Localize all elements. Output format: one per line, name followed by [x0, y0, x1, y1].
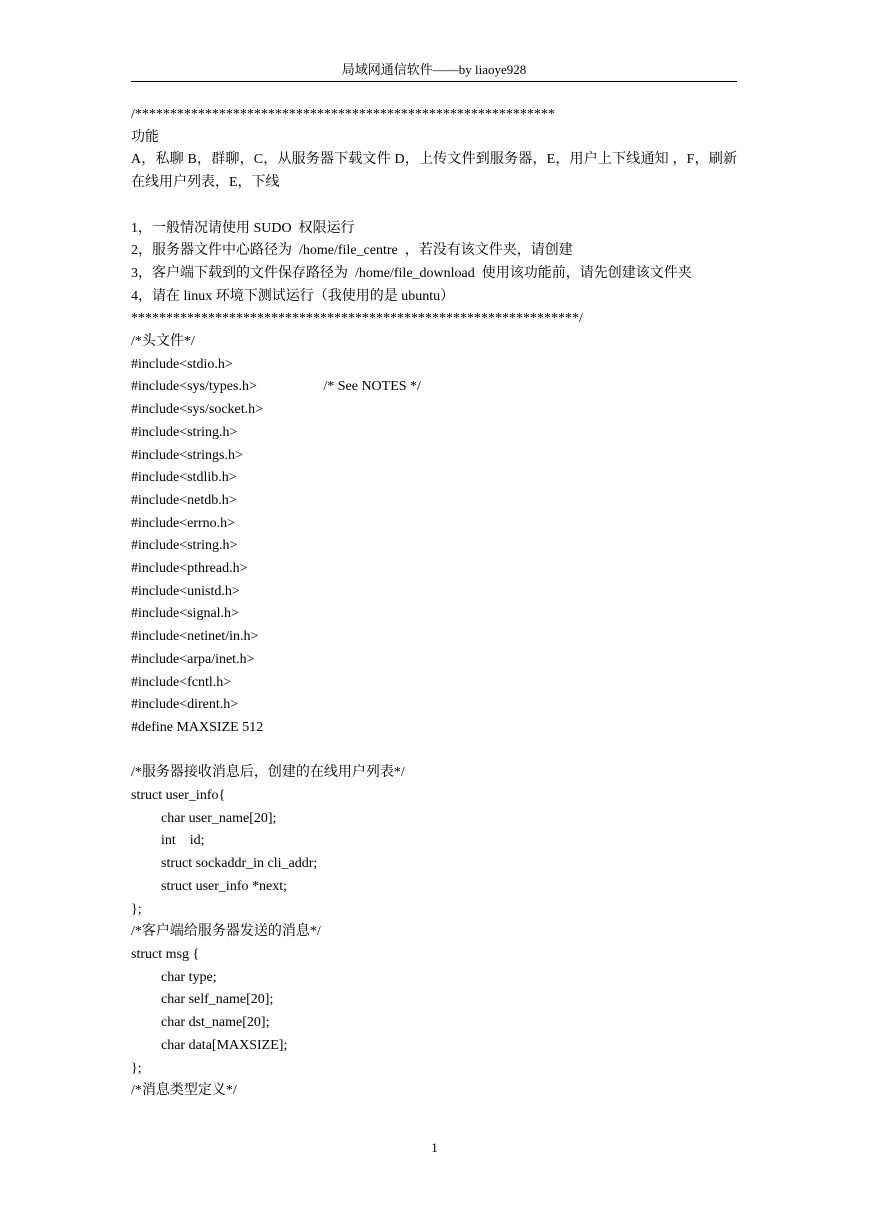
text-line: 2，服务器文件中心路径为 /home/file_centre ，若没有该文件夹，请创建 [131, 243, 573, 259]
text-line: #include<string.h> [131, 538, 238, 554]
text-line: #include<fcntl.h> [131, 674, 232, 690]
text-line: 功能 [131, 129, 159, 145]
text-line: #include<arpa/inet.h> [131, 651, 255, 667]
text-line: ****************************************************************/ [131, 311, 583, 327]
text-line: A，私聊 B，群聊，C，从服务器下载文件 D，上传文件到服务器，E，用户上下线通知 ，F，刷新在线用户列表，E，下线 [131, 152, 737, 191]
text-line: /*客户端给服务器发送的消息*/ [131, 924, 321, 940]
text-line: #include<unistd.h> [131, 583, 240, 599]
blank-line [131, 195, 737, 218]
text-line: char data[MAXSIZE]; [161, 1037, 288, 1053]
text-line: struct msg { [131, 946, 200, 962]
text-line: #include<sys/socket.h> [131, 402, 264, 418]
page-number: 1 [431, 1140, 438, 1155]
text-line: #include<netinet/in.h> [131, 629, 259, 645]
text-line: char self_name[20]; [161, 992, 274, 1008]
text-line: char type; [161, 969, 217, 985]
text-line: /*头文件*/ [131, 334, 195, 350]
text-line: #include<sys/types.h> /* See NOTES */ [131, 379, 421, 395]
text-line: #include<signal.h> [131, 606, 239, 622]
text-line: 3，客户端下载到的文件保存路径为 /home/file_download 使用该功能前，请先创建该文件夹 [131, 265, 692, 281]
text-line: 4，请在 linux 环境下测试运行（我使用的是 ubuntu） [131, 288, 455, 304]
text-line: /*服务器接收消息后，创建的在线用户列表*/ [131, 765, 405, 781]
text-line: int id; [161, 833, 205, 849]
blank-line [131, 740, 737, 763]
text-line: }; [131, 901, 142, 917]
page-header: 局域网通信软件——by liaoye928 [341, 62, 527, 77]
text-line: #include<stdio.h> [131, 356, 233, 372]
text-line: struct user_info *next; [161, 878, 287, 894]
text-line: #define MAXSIZE 512 [131, 719, 264, 735]
text-line: 1，一般情况请使用 SUDO 权限运行 [131, 220, 355, 236]
text-line: struct user_info{ [131, 788, 226, 804]
text-line: /************************************************************ [131, 107, 555, 122]
text-line: #include<netdb.h> [131, 492, 237, 508]
text-line: #include<errno.h> [131, 515, 236, 531]
text-line: #include<strings.h> [131, 447, 243, 463]
text-line: }; [131, 1060, 142, 1076]
text-line: char user_name[20]; [161, 810, 277, 826]
text-line: #include<dirent.h> [131, 697, 239, 713]
document-body [131, 104, 737, 1103]
header-rule [131, 81, 737, 82]
text-line: char dst_name[20]; [161, 1015, 270, 1031]
text-line: /*消息类型定义*/ [131, 1083, 237, 1099]
text-line: #include<pthread.h> [131, 561, 248, 577]
text-line: #include<stdlib.h> [131, 470, 237, 486]
text-line: struct sockaddr_in cli_addr; [161, 856, 318, 872]
text-line: #include<string.h> [131, 424, 238, 440]
